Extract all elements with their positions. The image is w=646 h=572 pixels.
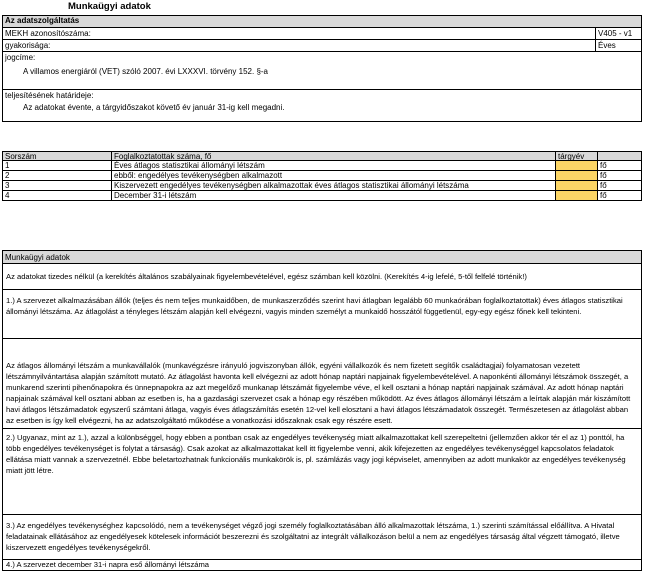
deadline-row xyxy=(2,89,642,122)
col-header-year: tárgyév xyxy=(555,152,597,161)
row-unit: fő xyxy=(597,171,643,180)
deadline-label: teljesítésének határideje: xyxy=(5,91,94,100)
row-description: Éves átlagos statisztikai állományi létszám xyxy=(111,161,555,170)
legal-basis-row xyxy=(2,51,642,89)
frequency-row xyxy=(2,39,642,51)
note-paragraph-4: 3.) Az engedélyes tevékenységhez kapcsolódó, nem a tevékenységet végző jogi személy foglalkoztatásában álló alkalmazottak létszáma, 1.) szerinti számítással előállítva. A Hivatal feladatainak ellátásához az engedélyesek kötelesek információt beszerezni és szolgáltatni az integrált vállalkozáson belül a nem az engedélyes társaság által végzett támogató, illetve kiszervezett engedélyes tevékenységekről. xyxy=(2,514,642,560)
section-header-adatszolgaltatas: Az adatszolgáltatás xyxy=(2,15,642,27)
mekh-row xyxy=(2,27,642,39)
table-row xyxy=(2,161,642,171)
note-paragraph-5: 4.) A szervezet december 31-i napra eső állományi létszáma xyxy=(2,559,642,571)
col-header-number: Sorszám xyxy=(5,152,37,161)
notes-header: Munkaügyi adatok xyxy=(2,250,642,263)
row-year-input[interactable] xyxy=(555,161,597,170)
note-paragraph-2: Az átlagos állományi létszám a munkavállalók (munkavégzésre irányuló jogviszonyban állók, egyéni vállalkozók és nem fizetett segítők családtagjai) folyamatosan vezetett létszámnyilvántartása alapján számított mutató. Az átlagolást havonta kell elvégezni az adott hónap naptári napjainak figyelembevételével. A naponkénti állományi létszámok összegét, a munkarend szerinti pihenőnapokra és ünnepnapokra az azt megelőző munkanap létszámát figyelembe véve, el kell osztani a hónap naptári napjainak számával. Az adott hónap naptári napjainak számával kell osztani abban az esetben is, ha a gazdasági szervezet csak a hónap egy részében működött. Az éves átlagos állományi létszám a leírtak alapján már kiszámított havi átlagos létszámadatok egyszerű számtani átlaga, vagyis éves átlagszámítás esetén 12-vel kell elosztani a havi átlagos létszámadatok összegét. Természetesen az átlagolást abban az esetben is így kell elvégezni, ha az adatszolgáltató működése a vonatkozási időszaknak csak egy részére esett. xyxy=(2,338,642,428)
table-row xyxy=(2,171,642,181)
mekh-label: MEKH azonosítószáma: xyxy=(5,29,91,38)
deadline-value: Az adatokat évente, a tárgyidőszakot követő év január 31-ig kell megadni. xyxy=(23,103,285,112)
row-description: Kiszervezett engedélyes tevékenységben alkalmazottak éves átlagos statisztikai állományi létszáma xyxy=(111,181,555,190)
col-header-unit xyxy=(597,152,643,161)
mekh-value: V405 - v1 xyxy=(595,28,643,39)
staff-table-header xyxy=(2,151,642,161)
row-number: 3 xyxy=(5,181,10,190)
legal-basis-label: jogcíme: xyxy=(5,53,36,62)
staff-table xyxy=(2,151,642,212)
note-paragraph-3: 2.) Ugyanaz, mint az 1.), azzal a különbséggel, hogy ebben a pontban csak az engedélyes tevékenység miatt alkalmazottakat kell szerepeltetni (jellemzően akkor tér el az 1) ponttól, ha több engedélyes tevékenységet is folytat a társaság). Csak azokat az alkalmazottakat kell itt figyelembe venni, akik kifejezetten az engedélyes tevékenységgel kapcsolatos feladatok ellátása miatt vannak a szervezetnél. Ebbe beletartozhatnak funkcionális munkakörök is, pl. számlázás vagy jogi képviselet, amennyiben az adott munkakör az engedélyes tevékenység miatt jött létre. xyxy=(2,428,642,514)
frequency-value: Éves xyxy=(595,40,643,51)
row-unit: fő xyxy=(597,181,643,190)
row-description: ebből: engedélyes tevékenységben alkalmazott xyxy=(111,171,555,180)
row-year-input[interactable] xyxy=(555,191,597,200)
table-row xyxy=(2,191,642,201)
row-number: 4 xyxy=(5,191,10,200)
row-description: December 31-i létszám xyxy=(111,191,555,200)
page-title: Munkaügyi adatok xyxy=(68,1,151,12)
row-number: 2 xyxy=(5,171,10,180)
row-unit: fő xyxy=(597,191,643,200)
row-year-input[interactable] xyxy=(555,181,597,190)
legal-basis-value: A villamos energiáról (VET) szóló 2007. évi LXXXVI. törvény 152. §-a xyxy=(23,67,269,76)
table-row xyxy=(2,181,642,191)
note-paragraph-1: 1.) A szervezet alkalmazásában állók (teljes és nem teljes munkaidőben, de munkaszerződés szerint havi átlagban legalább 60 munkaórában foglalkoztatottak) éves átlagos statisztikai állományi létszáma. Az átlagolást a tényleges létszám alapján kell elvégezni, vagyis minden személyt a munkaidő hosszától függetlenül, egy-egy egész főnek kell tekinteni. xyxy=(2,289,642,338)
frequency-label: gyakorisága: xyxy=(5,41,51,50)
row-number: 1 xyxy=(5,161,10,170)
row-year-input[interactable] xyxy=(555,171,597,180)
col-header-description: Foglalkoztatottak száma, fő xyxy=(111,152,555,161)
notes-intro: Az adatokat tizedes nélkül (a kerekítés általános szabályainak figyelembevételével, egész számban kell közölni. (Kerekítés 4-ig lefelé, 5-től felfelé történik!) xyxy=(2,263,642,289)
row-unit: fő xyxy=(597,161,643,170)
